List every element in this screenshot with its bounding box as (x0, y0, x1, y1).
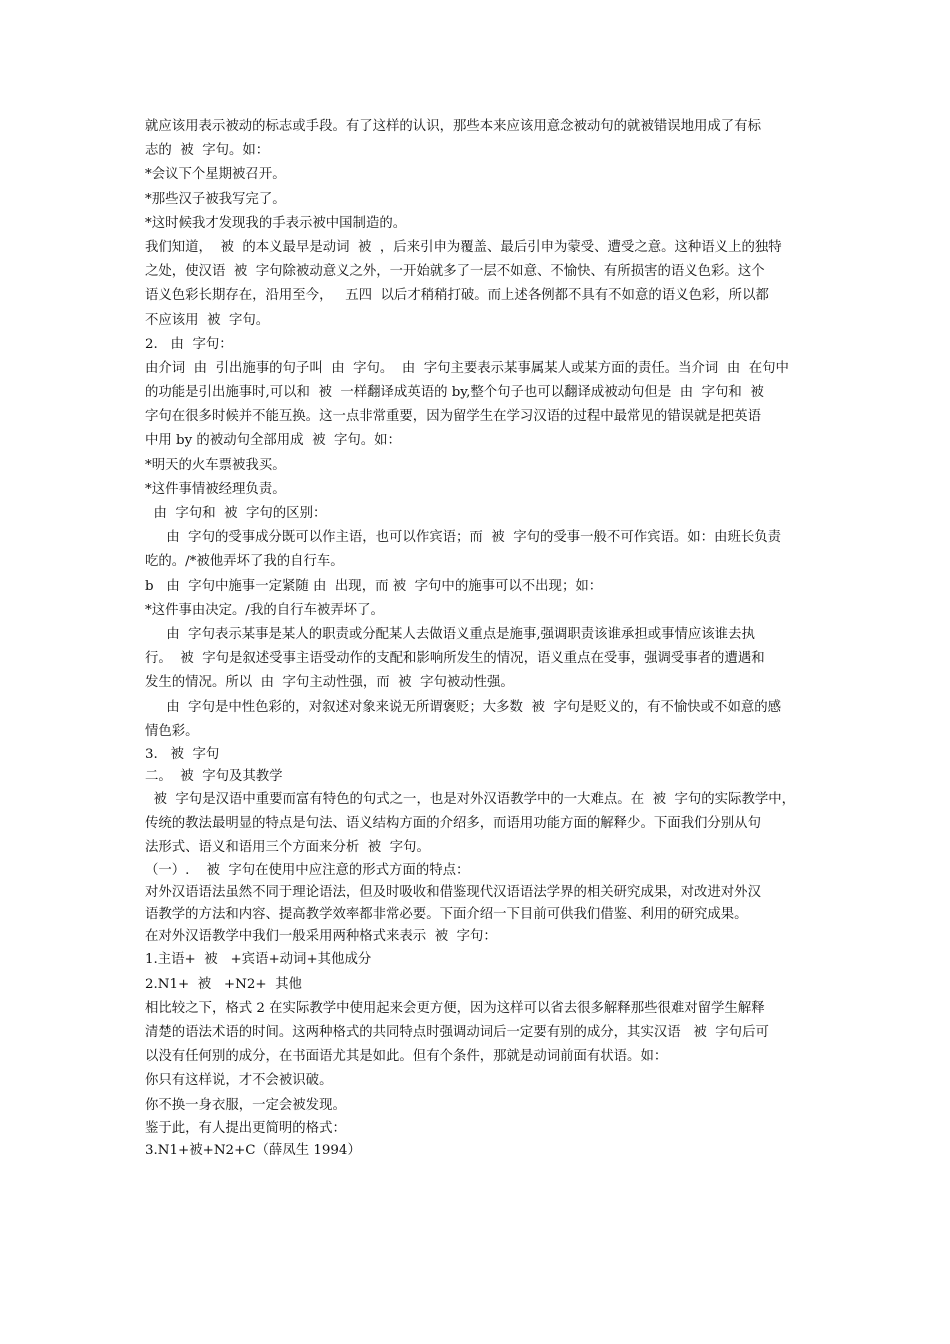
paragraph-line: 就应该用表示被动的标志或手段。有了这样的认识，那些本来应该用意念被动句的就被错误地用成了有标 (145, 119, 761, 134)
example-line: 你不换一身衣服，一定会被发现。 (145, 1097, 346, 1113)
document-body (145, 115, 835, 1162)
paragraph-line: 清楚的语法术语的时间。这两种格式的共同特点时强调动词后一定要有别的成分，其实汉语 被 字句后可 (145, 1025, 769, 1040)
paragraph-line: 对外汉语语法虽然不同于理论语法，但及时吸收和借鉴现代汉语语法学界的相关研究成果，对改进对外汉 (145, 885, 761, 901)
paragraph-line: 之处，使汉语 被 字句除被动意义之外，一开始就多了一层不如意、不愉快、有所损害的语义色彩。这个 (145, 264, 765, 280)
paragraph-line: 行。 被 字句是叙述受事主语受动作的支配和影响所发生的情况，语义重点在受事，强调受事者的遭遇和 (145, 651, 765, 667)
paragraph-line: 不应该用 被 字句。 (145, 312, 270, 328)
paragraph-line: b 由 字句中施事一定紧随 由 出现，而 被 字句中的施事可以不出现；如： (145, 578, 603, 594)
formula-line: 3.N1+被+N2+C（薛凤生 1994） (145, 1142, 361, 1158)
paragraph-line: 的功能是引出施事时,可以和 被 一样翻译成英语的 by,整个句子也可以翻译成被动句但是 由 字句和 被 (145, 385, 764, 401)
paragraph-line: 以没有任何别的成分，在书面语尤其是如此。但有个条件，那就是动词前面有状语。如： (145, 1049, 668, 1065)
section-heading: 2. 由 字句： (145, 336, 233, 352)
example-line: *这时候我才发现我的手表示被中国制造的。 (145, 215, 407, 231)
paragraph-line: 由 字句表示某事是某人的职责或分配某人去做语义重点是施事,强调职责该谁承担或事情应该谁去执 (145, 626, 755, 642)
paragraph-line: 传统的教法最明显的特点是句法、语义结构方面的介绍多，而语用功能方面的解释少。下面我们分别从句 (145, 816, 761, 832)
example-line: 你只有这样说，才不会被识破。 (145, 1073, 333, 1089)
example-line: *这件事由决定。/我的自行车被弄坏了。 (145, 602, 384, 618)
paragraph-line: 志的 被 字句。如： (145, 143, 270, 159)
formula-line: 2.N1+ 被 +N2+ 其他 (145, 976, 302, 992)
paragraph-line: 吃的。/*被他弄坏了我的自行车。 (145, 554, 344, 570)
paragraph-line: 相比较之下，格式 2 在实际教学中使用起来会更方便，因为这样可以省去很多解释那些很难对留学生解释 (145, 1000, 765, 1016)
example-line: *那些汉子被我写完了。 (145, 191, 286, 207)
paragraph-line: 由 字句的受事成分既可以作主语，也可以作宾语；而 被 字句的受事一般不可作宾语。如：由班长负责 (145, 530, 782, 546)
paragraph-line: 在对外汉语教学中我们一般采用两种格式来表示 被 字句： (145, 929, 497, 945)
paragraph-line: 情色彩。 (145, 723, 199, 739)
paragraph-line: 字句在很多时候并不能互换。这一点非常重要，因为留学生在学习汉语的过程中最常见的错误就是把英语 (145, 409, 761, 425)
subsection-heading: （一）. 被 字句在使用中应注意的形式方面的特点： (145, 863, 470, 879)
example-line: *这件事情被经理负责。 (145, 481, 286, 497)
subsection-heading: 由 字句和 被 字句的区别： (145, 506, 327, 521)
paragraph-line: 我们知道， 被 的本义最早是动词 被 ，后来引申为覆盖、最后引申为蒙受、遭受之意。这种语义上的独特 (145, 239, 782, 255)
paragraph-line: 被 字句是汉语中重要而富有特色的句式之一，也是对外汉语教学中的一大难点。在 被 字句的实际教学中， (145, 791, 796, 807)
example-line: *明天的火车票被我买。 (145, 457, 286, 473)
section-heading: 3. 被 字句 (145, 746, 220, 762)
paragraph-line: 发生的情况。所以 由 字句主动性强，而 被 字句被动性强。 (145, 675, 514, 691)
paragraph-line: 由 字句是中性色彩的，对叙述对象来说无所谓褒贬；大多数 被 字句是贬义的，有不愉快或不如意的感 (145, 699, 782, 715)
paragraph-line: 中用 by 的被动句全部用成 被 字句。如： (145, 433, 401, 449)
paragraph-line: 法形式、语义和语用三个方面来分析 被 字句。 (145, 840, 430, 856)
example-line: *会议下个星期被召开。 (145, 167, 286, 183)
paragraph-line: 语义色彩长期存在，沿用至今， 五四 以后才稍稍打破。而上述各例都不具有不如意的语义色彩，所以都 (145, 288, 769, 304)
paragraph-line: 语教学的方法和内容、提高教学效率都非常必要。下面介绍一下目前可供我们借鉴、利用的研究成果。 (145, 907, 748, 923)
paragraph-line: 由介词 由 引出施事的句子叫 由 字句。 由 字句主要表示某事属某人或某方面的责任。当介词 由 在句中 (145, 360, 789, 376)
section-heading: 二。 被 字句及其教学 (145, 768, 283, 784)
formula-line: 1.主语+ 被 +宾语+动词+其他成分 (145, 952, 372, 968)
paragraph-line: 鉴于此，有人提出更简明的格式： (145, 1120, 346, 1136)
